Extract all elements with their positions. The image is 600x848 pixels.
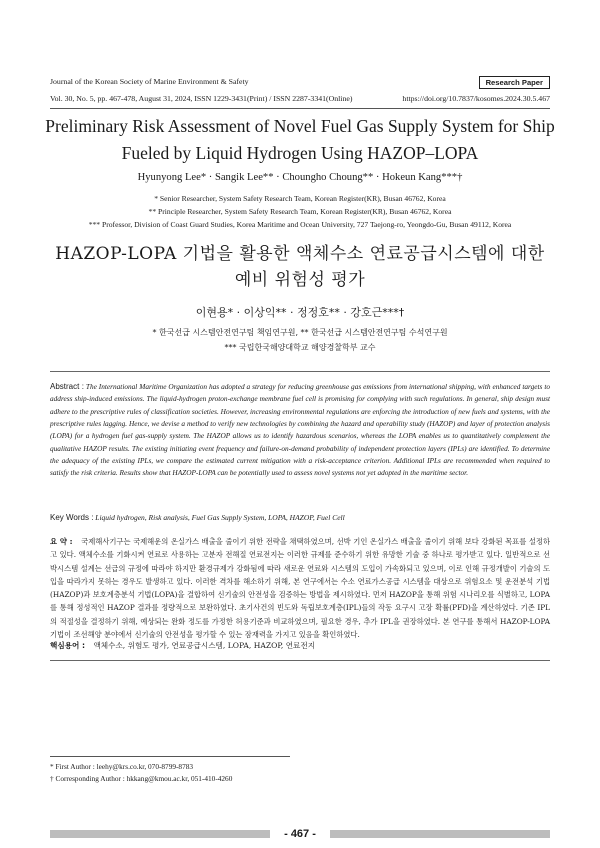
- korean-keywords: [50, 640, 550, 651]
- title-line-2: Fueled by Liquid Hydrogen Using HAZOP–LOPA: [121, 143, 479, 163]
- journal-name: Journal of the Korean Society of Marine Environment & Safety: [50, 77, 249, 86]
- korean-affiliation-1: * 한국선급 시스템안전연구팀 책임연구원, ** 한국선급 시스템안전연구팀 수석연구원: [152, 328, 448, 337]
- keywords-label: Key Words :: [50, 513, 94, 522]
- first-author-footnote: * First Author : leehy@krs.co.kr, 070-8799-8783: [50, 762, 194, 771]
- affiliation-2: ** Principle Researcher, System Safety Research Team, Korean Register(KR), Busan 46762, Korea: [148, 207, 452, 216]
- affiliation-1: * Senior Researcher, System Safety Research Team, Korean Register(KR), Busan 46762, Korea: [154, 194, 446, 203]
- affiliation-3: *** Professor, Division of Coast Guard Studies, Korea Maritime and Ocean University, 727 Taejong-ro, Yeongdo-Gu, Busan 49112, Korea: [88, 220, 512, 229]
- title-line-1: Preliminary Risk Assessment of Novel Fuel Gas Supply System for Ship: [45, 116, 555, 136]
- author-list: Hyunyong Lee* · Sangik Lee** · Choungho Choung** · Hokeun Kang***†: [137, 172, 463, 183]
- korean-abstract-label: 요 약 :: [50, 537, 73, 546]
- korean-keywords-text: 액체수소, 위험도 평가, 연료공급시스템, LOPA, HAZOP, 연료전지: [93, 641, 316, 650]
- korean-abstract: [50, 535, 550, 641]
- footnote-divider: [50, 756, 290, 757]
- korean-abstract-text: 국제해사기구는 국제해운의 온실가스 배출을 줄이기 위한 전략을 채택하였으며, 선박 기인 온실가스 배출을 줄이기 위해 보다 강화된 목표를 설정하고 있다. 액체수소를 기화시켜 연료로 사용하는 고분자 전해질 연료전지는 이러한 규제를 준수하기 위한 유망한 기술 중 하나로 평가받고 있다. 일반적으로 선박시스템 설계는 선급의 규정에 따라야 하지만 환경규제가 강화됨에 따라 새로운 연료와 시스템의 도입이 가속화되고 있으며, 이로 인해 규정개발이 기술의 도입을 따라가지 못하는 경우도 발생하고 있다. 이러한 격차를 해소하기 위해, 본 연구에서는 수소 연료가스공급 시스템을 대상으로 위험요소 및 운전분석 기법(HAZOP)과 보호계층분석 기법(LOPA)을 결합하여 신기술의 안전성을 검증하는 방법을 제시하였다. 먼저 HAZOP을 통해 위험 시나리오를 식별하고, LOPA를 통해 정성적인 HAZOP 결과를 정량적으로 보완하였다. 초기사건의 빈도와 독립보호계층(IPL)들의 작동 요구시 고장 확률(PFD)을 계산하였다. 기존 IPL의 적절성을 결정하기 위해, 예상되는 완화 정도를 가정한 허용기준과 비교하였으며, 필요한 경우, 추가 IPL을 권장하였다. 본 연구를 통해서 HAZOP-LOPA 기법이 조선해양 분야에서 신기술의 안전성을 평가할 수 있는 잠재력을 가지고 있음을 확인하였다.: [50, 537, 550, 640]
- korean-author-list: 이현용* · 이상익** · 정정호** · 강호근***†: [195, 306, 405, 319]
- paper-type-badge: Research Paper: [479, 76, 550, 89]
- korean-title: [40, 241, 560, 293]
- korean-title-line-2: 예비 위험성 평가: [234, 270, 366, 290]
- header-divider: [50, 108, 550, 109]
- keywords-text: Liquid hydrogen, Risk analysis, Fuel Gas Supply System, LOPA, HAZOP, Fuel Cell: [95, 513, 345, 522]
- korean-affiliation-2: *** 국립한국해양대학교 해양경찰학부 교수: [224, 343, 376, 352]
- abstract-top-divider: [50, 371, 550, 372]
- doi-link[interactable]: https://doi.org/10.7837/kosomes.2024.30.5.467: [402, 94, 550, 103]
- abstract-label: Abstract :: [50, 382, 84, 391]
- abstract-text: The International Maritime Organization has adopted a strategy for reducing greenhouse gas emissions from international shipping, with enhanced targets to address ship-induced emissions. The liquid-hydrogen proton-exchange membrane fuel cell is promising for complying with such regulations. In general, ship design must adhere to the prescriptive rules of classification societies. However, increasing environmental regulations are enforcing the introduction of new fuels and systems, with the prescriptive rules lagging. Hence, we devise a method to verify new technologies by combining the hazard and operability study (HAZOP) and layer of protection analysis (LOPA) for a hydrogen fuel gas-supply system. The HAZOP allows us to identify hazardous scenarios, whereas the LOPA enables us to quantitatively complement the qualitative HAZOP results. The existing initiating event frequency and failure-on-demand probability of independent protection layers (IPLs) are identified. To determine the adequacy of the existing IPLs, we compare the estimated current mitigation with a risk-acceptance criterion. Additional IPLs are recommended when required to satisfy the risk criteria. Results show that HAZOP-LOPA can be potentially used to assess novel systems not yet adopted in the maritime sector.: [50, 382, 551, 478]
- keywords: [50, 513, 550, 522]
- page-number: - 467 -: [270, 824, 330, 844]
- paper-title: [40, 113, 560, 167]
- abstract: [50, 381, 550, 480]
- abstract-bottom-divider: [50, 660, 550, 661]
- corresponding-author-footnote: † Corresponding Author : hkkang@kmou.ac.kr, 051-410-4260: [50, 774, 233, 783]
- korean-keywords-label: 핵심용어 :: [50, 641, 86, 650]
- volume-line: Vol. 30, No. 5, pp. 467-478, August 31, 2024, ISSN 1229-3431(Print) / ISSN 2287-3341(Online): [50, 94, 353, 103]
- korean-title-line-1: HAZOP-LOPA 기법을 활용한 액체수소 연료공급시스템에 대한: [55, 244, 545, 264]
